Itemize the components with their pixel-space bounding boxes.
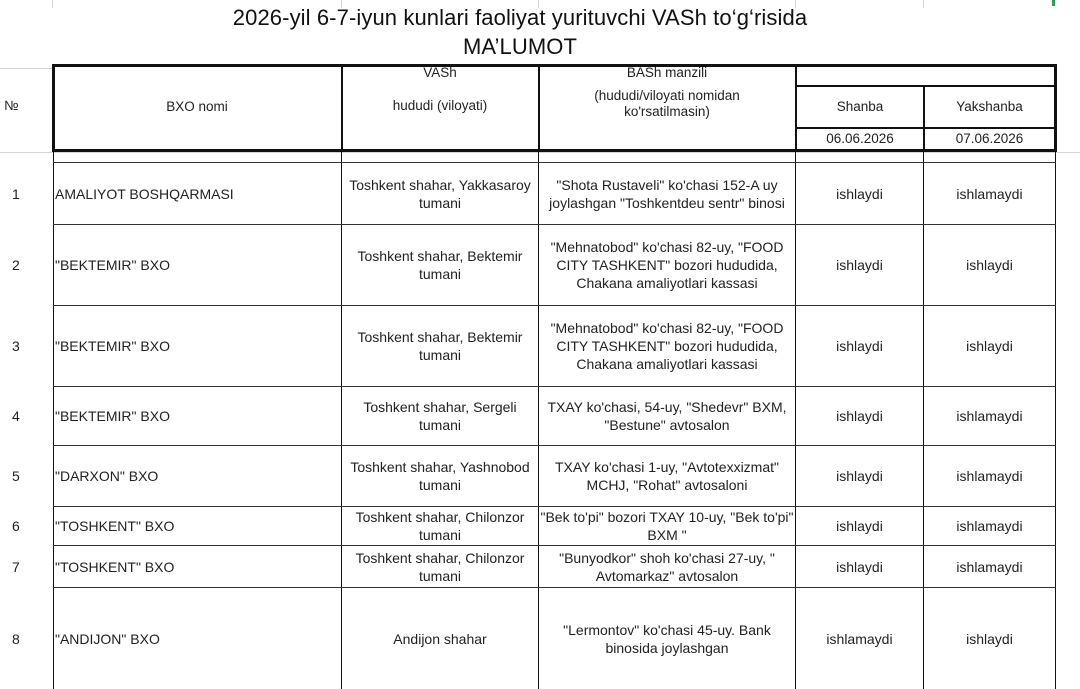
row-number: 4 bbox=[12, 408, 20, 424]
branch-name: AMALIYOT BOSHQARMASI bbox=[55, 185, 234, 202]
branch-name: "BEKTEMIR" BXO bbox=[55, 408, 170, 424]
address: "Mehnatobod" ko'chasi 82-uy, "FOOD CITY TASHKENT" bozori hududida, Chakana amaliyotlari kassasi bbox=[550, 320, 784, 372]
table-row bbox=[0, 546, 1080, 587]
sheet-gridline bbox=[0, 68, 52, 69]
col-header-sunday-date: 07.06.2026 bbox=[955, 131, 1024, 146]
region: Toshkent shahar, Yakkasaroy tumani bbox=[349, 176, 531, 211]
sunday-status: ishlaydi bbox=[966, 338, 1013, 354]
branch-name: "TOSHKENT" BXO bbox=[55, 518, 175, 534]
col-header-name: BXO nomi bbox=[166, 99, 228, 114]
table-row bbox=[0, 588, 1080, 689]
row-number: 5 bbox=[12, 468, 20, 484]
sunday-status: ishlamaydi bbox=[956, 408, 1023, 424]
table-row bbox=[0, 446, 1080, 506]
row-number: 2 bbox=[12, 257, 20, 273]
region: Toshkent shahar, Chilonzor tumani bbox=[355, 549, 525, 584]
row-number: 6 bbox=[12, 518, 20, 534]
address: TXAY ko'chasi, 54-uy, "Shedevr" BXM, "Bestune" avtosalon bbox=[547, 399, 787, 433]
col-header-region: hududi (viloyati) bbox=[392, 98, 488, 113]
branch-name: "BEKTEMIR" BXO bbox=[55, 338, 170, 354]
address: "Lermontov" ko'chasi 45-uy. Bank binosida joylashgan bbox=[563, 621, 771, 656]
col-header-number: № bbox=[4, 98, 19, 113]
address: "Bek to'pi" bozori TXAY 10-uy, "Bek to'pi" BXM " bbox=[540, 509, 794, 543]
col-header-region-top: VASh bbox=[423, 65, 457, 80]
table-row bbox=[0, 387, 1080, 445]
address: "Bunyodkor" shoh ko'chasi 27-uy, " Avtomarkaz" avtosalon bbox=[559, 549, 775, 584]
branch-name: "DARXON" BXO bbox=[55, 468, 159, 484]
row-number: 7 bbox=[12, 558, 20, 575]
saturday-status: ishlaydi bbox=[836, 468, 883, 484]
region: Andijon shahar bbox=[393, 630, 487, 647]
row-number: 3 bbox=[12, 338, 20, 354]
sunday-status: ishlamaydi bbox=[956, 558, 1023, 575]
col-header-sunday: Yakshanba bbox=[956, 99, 1023, 114]
row-number: 8 bbox=[12, 630, 20, 647]
region: Toshkent shahar, Sergeli tumani bbox=[363, 399, 517, 433]
sunday-status: ishlaydi bbox=[966, 257, 1013, 273]
region: Toshkent shahar, Bektemir tumani bbox=[357, 329, 523, 363]
col-header-saturday-date: 06.06.2026 bbox=[826, 131, 894, 146]
region: Toshkent shahar, Yashnobod tumani bbox=[350, 459, 530, 493]
table-row bbox=[0, 507, 1080, 545]
address: TXAY ko'chasi 1-uy, "Avtotexxizmat" MCHJ, "Rohat" avtosaloni bbox=[555, 459, 779, 493]
saturday-status: ishlaydi bbox=[836, 185, 883, 202]
col-header-address: (hududi/viloyati nomidan ko'rsatilmasin) bbox=[594, 88, 740, 119]
region: Toshkent shahar, Bektemir tumani bbox=[357, 248, 523, 282]
saturday-status: ishlaydi bbox=[836, 408, 883, 424]
header-right-border bbox=[1054, 64, 1057, 152]
region: Toshkent shahar, Chilonzor tumani bbox=[355, 509, 525, 543]
sunday-status: ishlamaydi bbox=[956, 468, 1023, 484]
sunday-status: ishlaydi bbox=[966, 630, 1013, 647]
sheet-gridline bbox=[0, 152, 1080, 153]
sunday-status: ishlamaydi bbox=[956, 518, 1023, 534]
table-row bbox=[0, 225, 1080, 305]
sunday-status: ishlamaydi bbox=[956, 185, 1023, 202]
saturday-status: ishlaydi bbox=[836, 338, 883, 354]
address: "Shota Rustaveli" ko'chasi 152-A uy joylashgan "Toshkentdeu sentr" binosi bbox=[549, 176, 785, 211]
saturday-status: ishlaydi bbox=[836, 518, 883, 534]
saturday-status: ishlaydi bbox=[836, 558, 883, 575]
row-number: 1 bbox=[12, 185, 20, 202]
cell-selection-marker bbox=[1052, 0, 1055, 6]
document-subtitle: MA’LUMOT bbox=[462, 34, 578, 59]
saturday-status: ishlamaydi bbox=[826, 630, 893, 647]
table-row bbox=[0, 163, 1080, 224]
branch-name: "BEKTEMIR" BXO bbox=[55, 257, 170, 273]
table-row bbox=[0, 306, 1080, 386]
branch-name: "ANDIJON" BXO bbox=[55, 630, 160, 647]
address: "Mehnatobod" ko'chasi 82-uy, "FOOD CITY TASHKENT" bozori hududida, Chakana amaliyotlari kassasi bbox=[550, 239, 784, 291]
branch-name: "TOSHKENT" BXO bbox=[55, 558, 175, 575]
saturday-status: ishlaydi bbox=[836, 257, 883, 273]
col-header-saturday: Shanba bbox=[836, 99, 884, 114]
col-header-address-top: BASh manzili bbox=[626, 65, 708, 80]
document-title: 2026-yil 6-7-iyun kunlari faoliyat yurituvchi VASh to‘g‘risida bbox=[232, 5, 808, 30]
